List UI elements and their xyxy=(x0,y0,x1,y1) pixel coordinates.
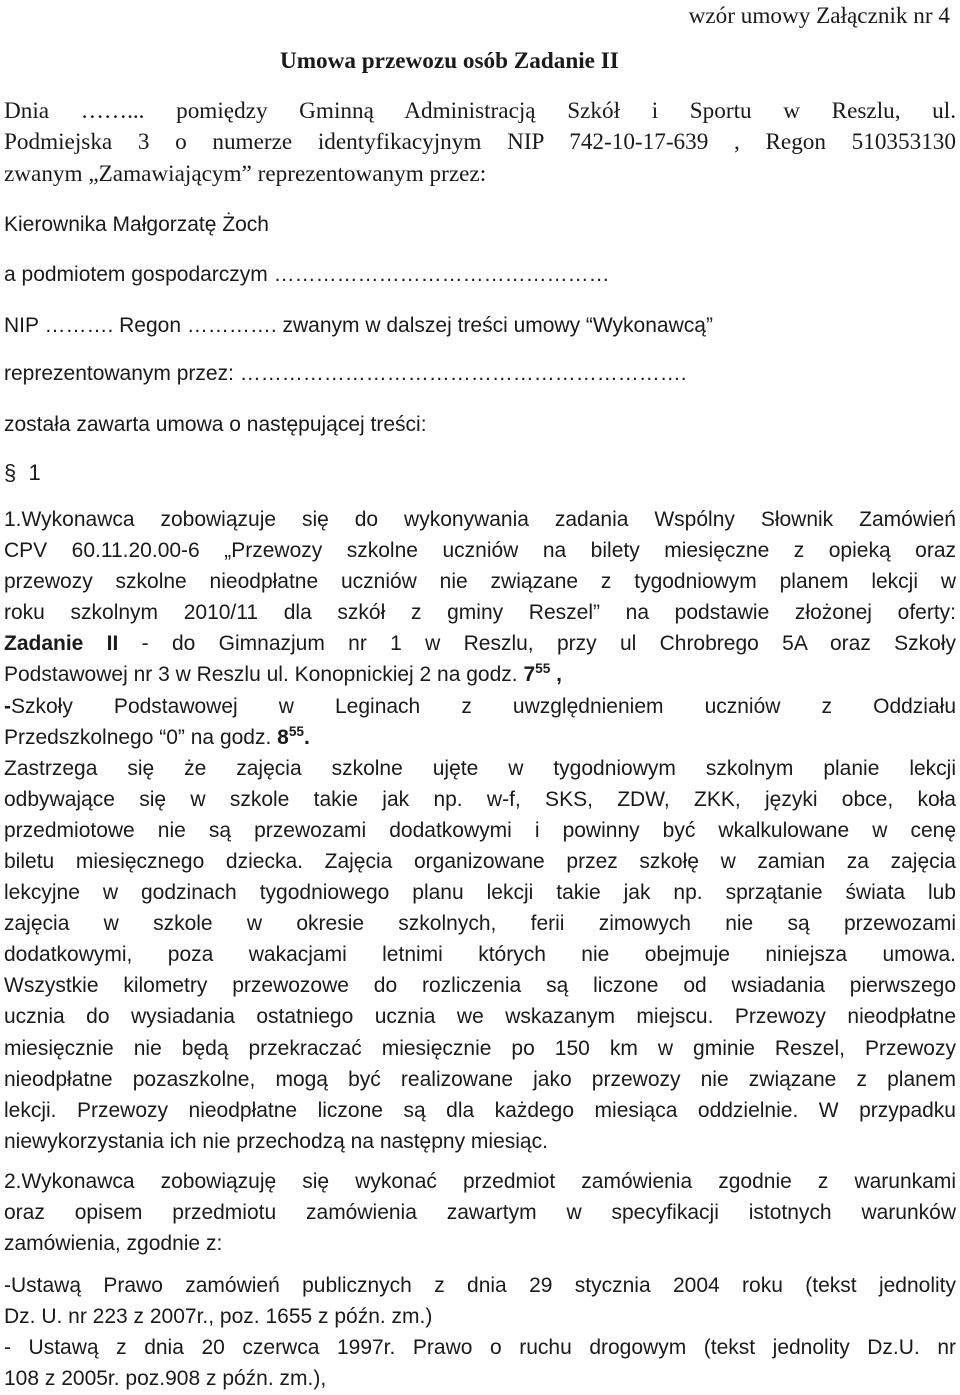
paragraph-line: zamówienia, zgodnie z: xyxy=(4,1232,223,1255)
paragraph-line: 1.Wykonawca zobowiązuje się do wykonywania zadania Wspólny Słownik Zamówień xyxy=(4,508,956,531)
paragraph-line: roku szkolnym 2010/11 dla szkół z gminy Reszel” na podstawie złożonej oferty: xyxy=(4,601,956,624)
preamble-line: NIP ………. Regon …………. zwanym w dalszej treści umowy “Wykonawcą” xyxy=(4,314,713,337)
paragraph-line: Wszystkie kilometry przewozowe do rozliczenia są liczone od wsiadania pierwszego xyxy=(4,974,956,997)
paragraph-line: ucznia do wysiadania ostatniego ucznia we wskazanym miejscu. Przewozy nieodpłatne xyxy=(4,1005,956,1028)
paragraph-line: przedmiotowe nie są przewozami dodatkowymi i powinny być wkalkulowane w cenę xyxy=(4,819,956,842)
paragraph-line: lekcyjne w godzinach tygodniowego planu lekcji takie jak np. sprzątanie świata lub xyxy=(4,881,956,904)
paragraph-line: zajęcia w szkole w okresie szkolnych, ferii zimowych nie są przewozami xyxy=(4,912,956,935)
paragraph-line: nieodpłatne pozaszkolne, mogą być realizowane jako przewozy nie związane z planem xyxy=(4,1068,956,1091)
section-symbol: § xyxy=(4,460,17,485)
preamble-line: Podmiejska 3 o numerze identyfikacyjnym NIP 742-10-17-639 , Regon 510353130 xyxy=(4,129,956,155)
paragraph-text: Przedszkolnego “0” na godz. xyxy=(4,726,278,749)
paragraph-line: miesięcznie nie będą przekraczać miesięcznie po 150 km w gminie Reszel, Przewozy xyxy=(4,1037,956,1060)
paragraph-line: CPV 60.11.20.00-6 „Przewozy szkolne uczniów na bilety miesięczne z opieką oraz xyxy=(4,539,956,562)
preamble-line: Dnia ……... pomiędzy Gminną Administracją Szkół i Sportu w Reszlu, ul. xyxy=(4,98,956,124)
legal-basis-item: - Ustawą z dnia 20 czerwca 1997r. Prawo o ruchu drogowym (tekst jednolity Dz.U. nr xyxy=(4,1336,956,1359)
legal-basis-item: 108 z 2005r. poz.908 z późn. zm.), xyxy=(4,1367,327,1390)
preamble-line: zwanym „Zamawiającym” reprezentowanym przez: xyxy=(4,161,487,187)
paragraph-line xyxy=(4,723,956,752)
paragraph-line: przewozy szkolne nieodpłatne uczniów nie związane z tygodniowym planem lekcji w xyxy=(4,570,956,593)
paragraph-text: Podstawowej nr 3 w Reszlu ul. Konopnickiej 2 na godz. xyxy=(4,663,524,686)
departure-time xyxy=(277,723,310,749)
section-heading xyxy=(4,458,41,487)
paragraph-text: - do Gimnazjum nr 1 w Reszlu, przy ul Chrobrego 5A oraz Szkoły xyxy=(118,632,956,655)
time-suffix: . xyxy=(304,726,310,749)
preamble-line: reprezentowanym przez: ………………………………………………………. xyxy=(4,362,687,385)
paragraph-line: dodatkowymi, poza wakacjami letnimi których nie obejmuje niniejsza umowa. xyxy=(4,943,956,966)
paragraph-text: Szkoły Podstawowej w Leginach z uwzględnieniem uczniów z Oddziału xyxy=(11,695,956,718)
time-suffix: , xyxy=(550,663,562,686)
paragraph-line: odbywające się w szkole takie jak np. w-f, SKS, ZDW, ZKK, języki obce, koła xyxy=(4,788,956,811)
legal-basis-item: -Ustawą Prawo zamówień publicznych z dnia 29 stycznia 2004 roku (tekst jednolity xyxy=(4,1274,956,1297)
task-label: Zadanie II xyxy=(4,632,119,655)
attachment-label: wzór umowy Załącznik nr 4 xyxy=(688,3,950,29)
departure-time xyxy=(523,660,562,686)
document-title: Umowa przewozu osób Zadanie II xyxy=(280,48,619,74)
legal-basis-item: Dz. U. nr 223 z 2007r., poz. 1655 z późn. zm.) xyxy=(4,1305,433,1328)
paragraph-line: lekcji. Przewozy nieodpłatne liczone są dla każdego miesiąca oddzielnie. W przypadku xyxy=(4,1099,956,1122)
preamble-line: a podmiotem gospodarczym ………………………………………… xyxy=(4,263,610,286)
paragraph-line xyxy=(4,692,956,721)
dash-marker: - xyxy=(4,695,11,718)
time-minutes: 55 xyxy=(535,660,551,676)
time-hour: 7 xyxy=(523,663,536,686)
contractor-representative: Kierownika Małgorzatę Żoch xyxy=(4,213,269,236)
time-hour: 8 xyxy=(277,726,289,749)
section-number: 1 xyxy=(28,460,41,485)
preamble-line: została zawarta umowa o następującej treści: xyxy=(4,413,427,436)
paragraph-line xyxy=(4,660,956,689)
paragraph-line: biletu miesięcznego dziecka. Zajęcia organizowane przez szkołę w zamian za zajęcia xyxy=(4,850,956,873)
paragraph-line xyxy=(4,629,956,658)
paragraph-line: niewykorzystania ich nie przechodzą na następny miesiąc. xyxy=(4,1130,548,1153)
paragraph-line: Zastrzega się że zajęcia szkolne ujęte w tygodniowym szkolnym planie lekcji xyxy=(4,757,956,780)
time-minutes: 55 xyxy=(288,723,305,739)
paragraph-line: 2.Wykonawca zobowiązuję się wykonać przedmiot zamówienia zgodnie z warunkami xyxy=(4,1170,956,1193)
paragraph-line: oraz opisem przedmiotu zamówienia zawartym w specyfikacji istotnych warunków xyxy=(4,1201,956,1224)
